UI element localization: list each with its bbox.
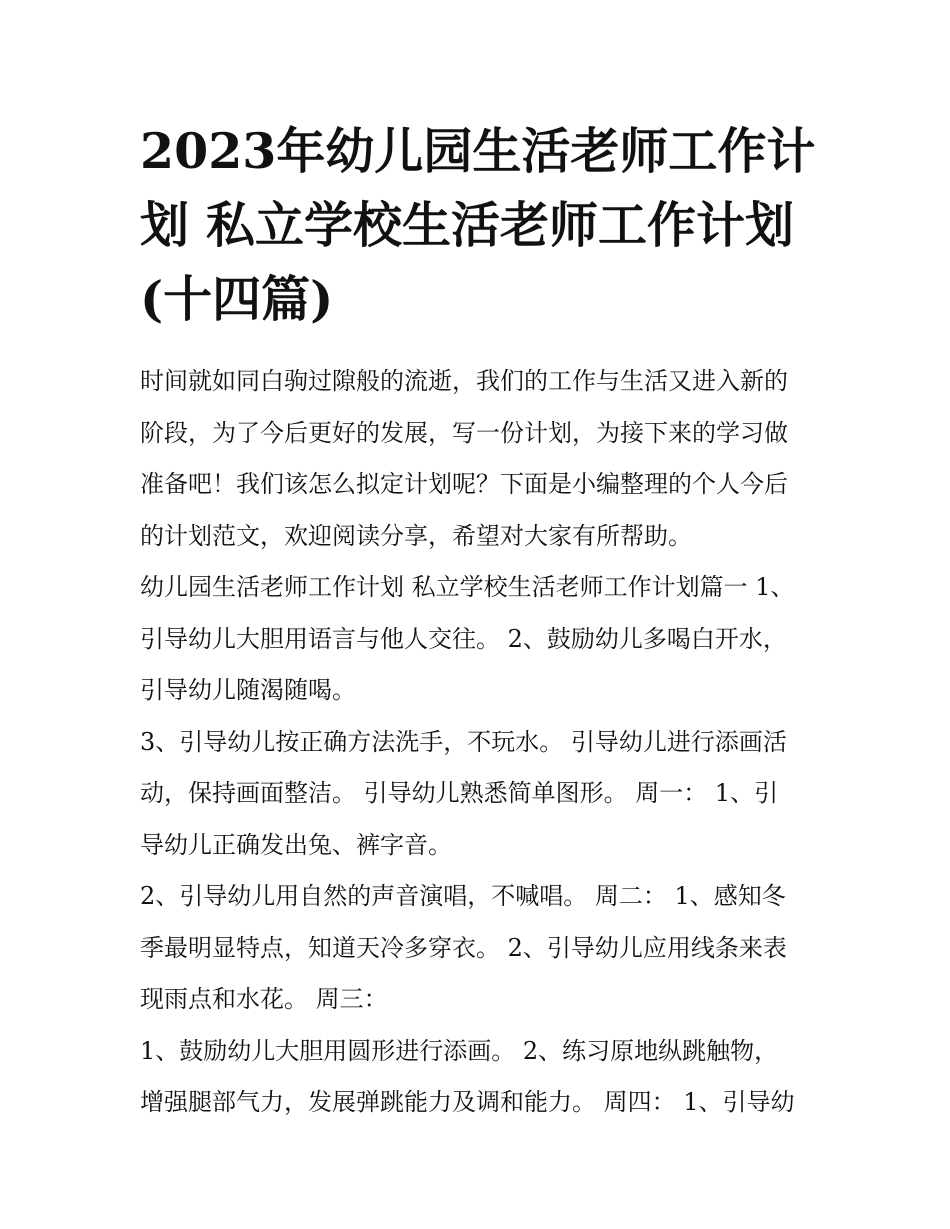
body-line: 1、鼓励幼儿大胆用圆形进行添画。 2、练习原地纵跳触物， (140, 1036, 779, 1065)
body-line: 引导幼儿大胆用语言与他人交往。 2、鼓励幼儿多喝白开水， (140, 624, 787, 653)
document-title (140, 114, 820, 336)
body-line: 阶段，为了今后更好的发展，写一份计划，为接下来的学习做 (140, 418, 788, 447)
body-line: 幼儿园生活老师工作计划 私立学校生活老师工作计划篇一 1、 (140, 573, 795, 601)
body-line: 2、引导幼儿用自然的声音演唱，不喊唱。 周二： 1、感知冬 (140, 882, 786, 910)
body-line: 导幼儿正确发出兔、裤字音。 (140, 830, 452, 859)
document-body (140, 356, 820, 1129)
title-line: 2023年幼儿园生活老师工作计 (140, 122, 816, 180)
body-line: 引导幼儿随渴随喝。 (140, 676, 356, 704)
body-line: 3、引导幼儿按正确方法洗手，不玩水。 引导幼儿进行添画活 (140, 727, 787, 756)
body-line: 时间就如同白驹过隙般的流逝，我们的工作与生活又进入新的 (140, 367, 788, 395)
title-line: 划 私立学校生活老师工作计划 (140, 196, 795, 254)
body-line: 现雨点和水花。 周三： (140, 985, 388, 1013)
body-line: 准备吧！我们该怎么拟定计划呢？下面是小编整理的个人今后 (140, 470, 788, 498)
body-line: 动，保持画面整洁。 引导幼儿熟悉简单图形。 周一： 1、引 (140, 779, 779, 807)
body-line: 增强腿部气力，发展弹跳能力及调和能力。 周四： 1、引导幼 (140, 1088, 795, 1116)
body-line: 季最明显特点，知道天冷多穿衣。 2、引导幼儿应用线条来表 (140, 933, 787, 962)
body-line: 的计划范文，欢迎阅读分享，希望对大家有所帮助。 (140, 521, 692, 550)
title-line: (十四篇) (140, 270, 334, 328)
